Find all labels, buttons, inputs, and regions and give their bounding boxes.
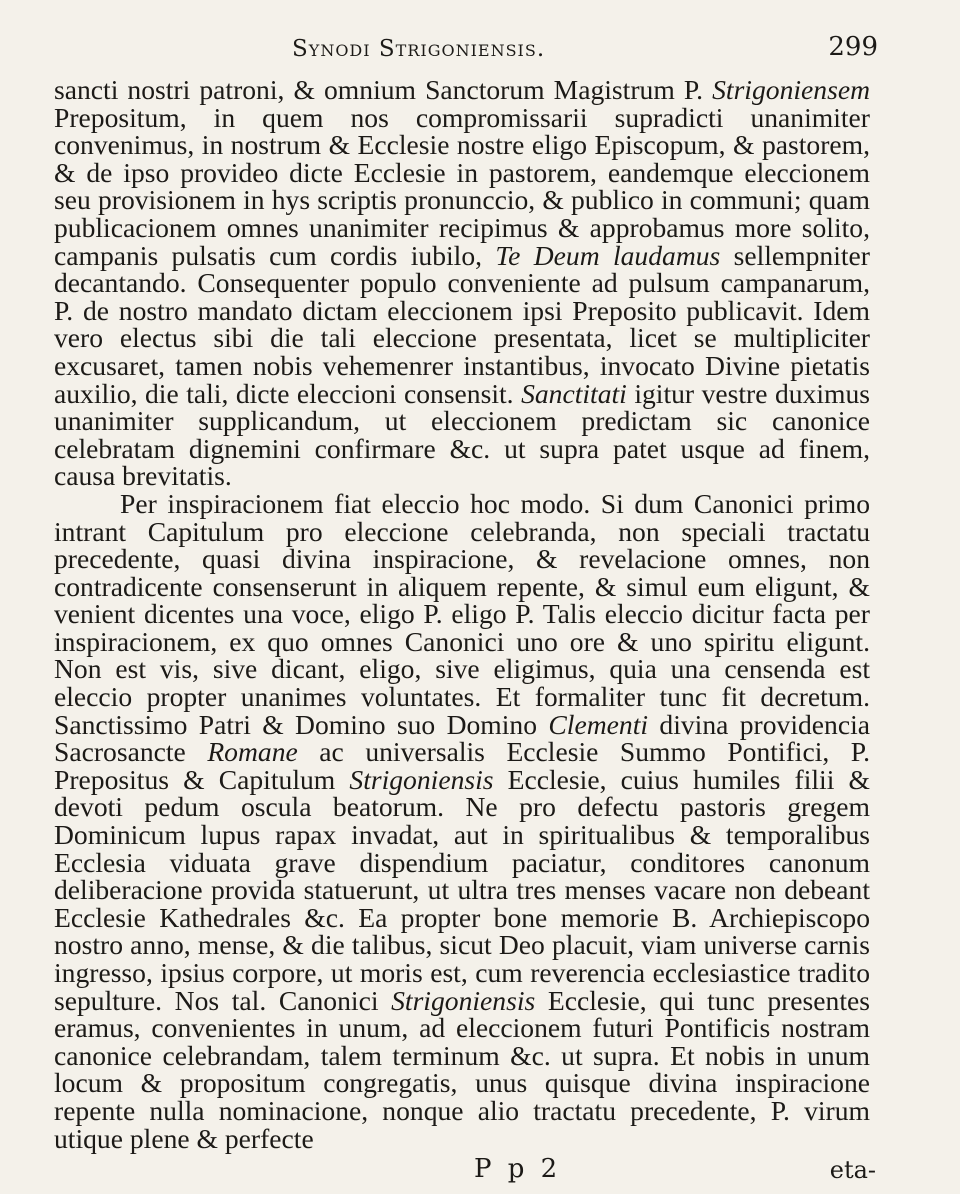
body-text xyxy=(54,76,870,1152)
italic-text: Te Deum laudamus xyxy=(495,239,721,271)
text-segment: igitur vestre duximus unanimiter supplicandum, ut eleccionem predictam sic canonice celebratam dignemini confirmare &c. ut supra patet usque ad finem, causa brevitatis. xyxy=(54,377,870,492)
page-header xyxy=(54,30,878,76)
paragraph xyxy=(54,76,870,490)
signature-mark: P p 2 xyxy=(474,1154,562,1185)
text-segment: Ecclesie, qui tunc presentes eramus, convenientes in unum, ad eleccionem futuri Pontificis nostram canonice celebrandam, talem terminum &c. ut supra. Et nobis in unum locum & propositum congregatis, unus quisque divina inspiracione repente nulla nominacione, nonque alio tractatu precedente, P. virum utique plene & perfecte xyxy=(54,984,870,1154)
text-segment: Prepositum, in quem nos compromissarii supradicti unanimiter convenimus, in nostrum & Ecclesie nostre eligo Episcopum, & pastorem, & de ipso provideo dicte Ecclesie in pastorem, eandemque eleccionem seu provisionem in hys scriptis pronunccio, & publico in communi; quam publicacionem omnes unanimiter recipimus & approbamus more solito, campanis pulsatis cum cordis iubilo, xyxy=(54,101,870,271)
italic-text: Strigoniensis xyxy=(349,763,494,795)
text-segment: sancti nostri patroni, & omnium Sanctorum Magistrum P. xyxy=(54,74,713,105)
page-number: 299 xyxy=(828,32,878,62)
catchword: eta- xyxy=(829,1156,876,1185)
running-head: Synodi Strigoniensis. xyxy=(292,36,546,62)
page-footer xyxy=(54,1154,876,1194)
text-segment: ac universalis Ecclesie Summo Pontifici, P. Prepositus & Capitulum xyxy=(54,736,870,795)
text-segment: sellempniter decantando. Consequenter populo conveniente ad pulsum campanarum, P. de nostro mandato dictam eleccionem ipsi Preposito publicavit. Idem vero electus sibi die tali eleccione presentata, licet se multipliciter excusaret, tamen nobis vehemenrer instantibus, invocato Divine pietatis auxilio, die tali, dicte eleccioni consensit. xyxy=(54,239,870,409)
italic-text: Romane xyxy=(207,736,298,768)
italic-text: Sanctitati xyxy=(521,377,627,409)
paragraph xyxy=(54,487,870,1154)
text-segment: Ecclesie, cuius humiles filii & devoti pedum oscula beatorum. Ne pro defectu pastoris gregem Dominicum lupus rapax invadat, aut in spiritualibus & temporalibus Ecclesia viduata grave dispendium paciatur, conditores canonum deliberacione provida statuerunt, ut ultra tres menses vacare non debeant Ecclesie Kathedrales &c. Ea propter bone memorie B. Archiepiscopo nostro anno, mense, & die talibus, sicut Deo placuit, viam universe carnis ingresso, ipsius corpore, ut moris est, cum reverencia ecclesiastice tradito sepulture. Nos tal. Canonici xyxy=(54,763,870,1016)
italic-text: Clementi xyxy=(548,708,649,740)
text-segment: Per inspiracionem fiat eleccio hoc modo. Si dum Canonici primo intrant Capitulum pro eleccione celebranda, non speciali tractatu precedente, quasi divina inspiracione, & revelacione omnes, non contradicente consenserunt in aliquem repente, & simul eum eligunt, & venient dicentes una voce, eligo P. eligo P. Talis eleccio dicitur facta per inspiracionem, ex quo omnes Canonici uno ore & uno spiritu eligunt. Non est vis, sive dicant, eligo, sive eligimus, quia una censenda est eleccio propter unanimes voluntates. Et formaliter tunc fit decretum. Sanctissimo Patri & Domino suo Domino xyxy=(54,487,870,740)
italic-text: Strigoniensem xyxy=(712,74,870,105)
italic-text: Strigoniensis xyxy=(391,984,536,1016)
text-segment: divina providencia Sacrosancte xyxy=(54,708,870,768)
